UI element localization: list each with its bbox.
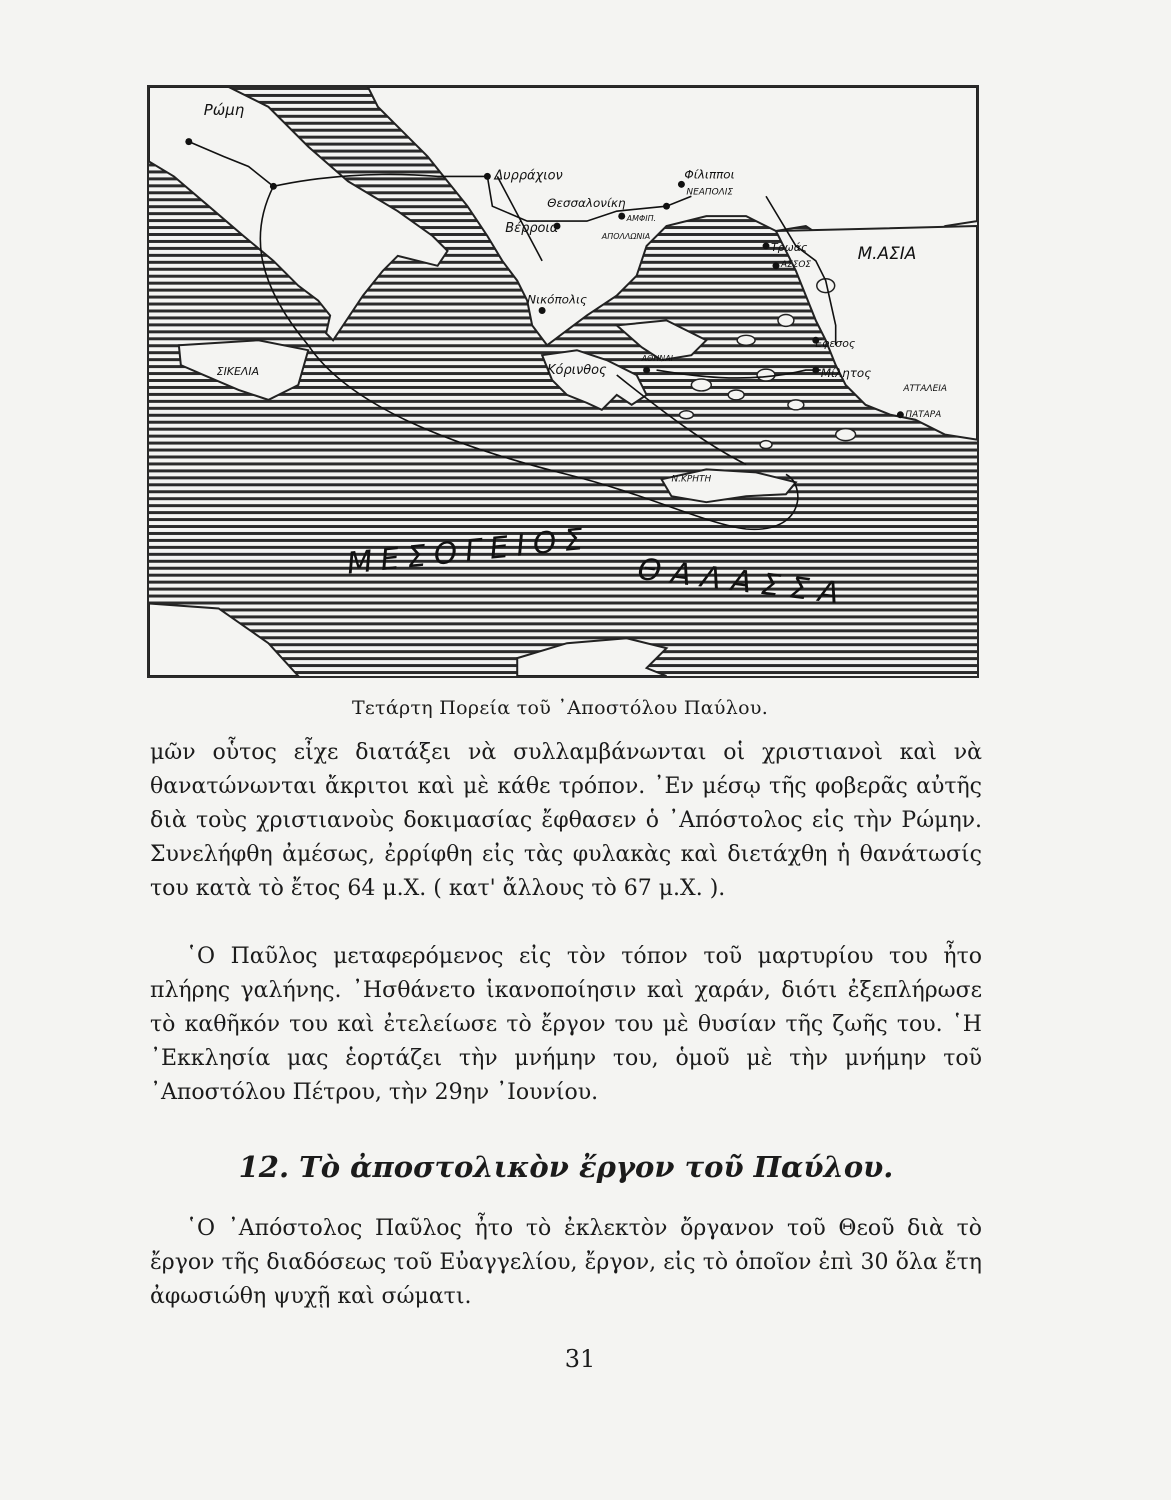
section-heading: 12. Τὸ ἀποστολικὸν ἔργον τοῦ Παύλου. <box>238 1150 894 1184</box>
label-patara: ΠΑΤΑΡΑ <box>905 409 942 420</box>
label-thessaloniki: Θεσσαλονίκη <box>547 196 626 211</box>
label-sea-1: ΜΕΣΟΓΕΙΟΣ <box>345 521 593 582</box>
label-asia: Μ.ΑΣΙΑ <box>857 242 917 263</box>
map-illustration <box>147 85 979 678</box>
label-apollonia: ΑΠΟΛΛΩΝΙΑ <box>601 231 651 241</box>
paragraph-3-text: ῾Ο ᾿Απόστολος Παῦλος ἦτο τὸ ἐκλεκτὸν ὄργανον τοῦ Θεοῦ διὰ τὸ ἔργον τῆς διαδόσεως τοῦ Εὐαγγελίου, ἔργον, εἰς τὸ ὁποῖον ἐπὶ 30 ὅλα ἔτη ἀφωσιώθη ψυχῇ καὶ σώματι. <box>150 1216 982 1309</box>
label-attaleia: ΑΤΤΑΛΕΙΑ <box>903 383 948 394</box>
label-sicily: ΣΙΚΕΛΙΑ <box>216 365 260 379</box>
label-crete: Ν.ΚΡΗΤΗ <box>671 474 712 485</box>
label-miletus: Μίλητος <box>820 366 872 381</box>
paragraph-1 <box>150 736 982 906</box>
paragraph-3 <box>150 1212 982 1314</box>
label-ephesus: Έφεσος <box>813 337 856 351</box>
label-neapolis: ΝΕΑΠΟΛΙΣ <box>686 187 734 198</box>
label-rome: Ρώμη <box>203 100 245 119</box>
paragraph-1-text: μῶν οὗτος εἶχε διατάξει νὰ συλλαμβάνωνται οἱ χριστιανοὶ καὶ νὰ θανατώνωνται ἄκριτοι καὶ μὲ κάθε τρόπον. ᾿Εν μέσῳ τῆς φοβερᾶς αὐτῆς διὰ τοὺς χριστιανοὺς δοκιμασίας ἔφθασεν ὁ ᾿Απόστολος εἰς τὴν Ρώμην. Συνελήφθη ἀμέσως, ἐρρίφθη εἰς τὰς φυλακὰς καὶ διετάχθη ἡ θανάτωσίς του κατὰ τὸ ἔτος 64 μ.Χ. ( κατ' ἄλλους τὸ 67 μ.Χ. ). <box>150 740 982 901</box>
label-sea-2: ΘΑΛΑΣΣΑ <box>635 551 851 613</box>
label-veroia: Βέρροια <box>505 221 559 237</box>
map-caption: Τετάρτη Πορεία τοῦ ᾿Αποστόλου Παύλου. <box>351 697 769 719</box>
map-svg <box>149 87 977 676</box>
label-athens: ΑΘΗΝΑΙ <box>641 354 674 364</box>
label-dyrrachium: Δυρράχιον <box>494 168 563 184</box>
label-philippi: Φίλιπποι <box>684 167 735 182</box>
label-troas: Τρωάς <box>770 240 808 254</box>
label-assos: ΑΣΣΟΣ <box>780 259 812 270</box>
paragraph-2-text: ῾Ο Παῦλος μεταφερόμενος εἰς τὸν τόπον τοῦ μαρτυρίου του ἦτο πλήρης γαλήνης. ᾿Ησθάνετο ἱκανοποίησιν καὶ χαράν, διότι ἐξεπλήρωσε τὸ καθῆκόν του καὶ ἐτελείωσε τὸ ἔργον του μὲ θυσίαν τῆς ζωῆς του. ῾Η ᾿Εκκλησία μας ἑορτάζει τὴν μνήμην του, ὁμοῦ μὲ τὴν μνήμην τοῦ ᾿Αποστόλου Πέτρου, τὴν 29ην ᾿Ιουνίου. <box>150 944 982 1105</box>
paragraph-2 <box>150 940 982 1110</box>
page-number: 31 <box>564 1345 596 1373</box>
label-amphipolis: ΑΜΦΙΠ. <box>626 214 657 224</box>
label-corinth: Κόρινθος <box>547 363 607 379</box>
label-nikopolis: Νικόπολις <box>527 292 588 307</box>
